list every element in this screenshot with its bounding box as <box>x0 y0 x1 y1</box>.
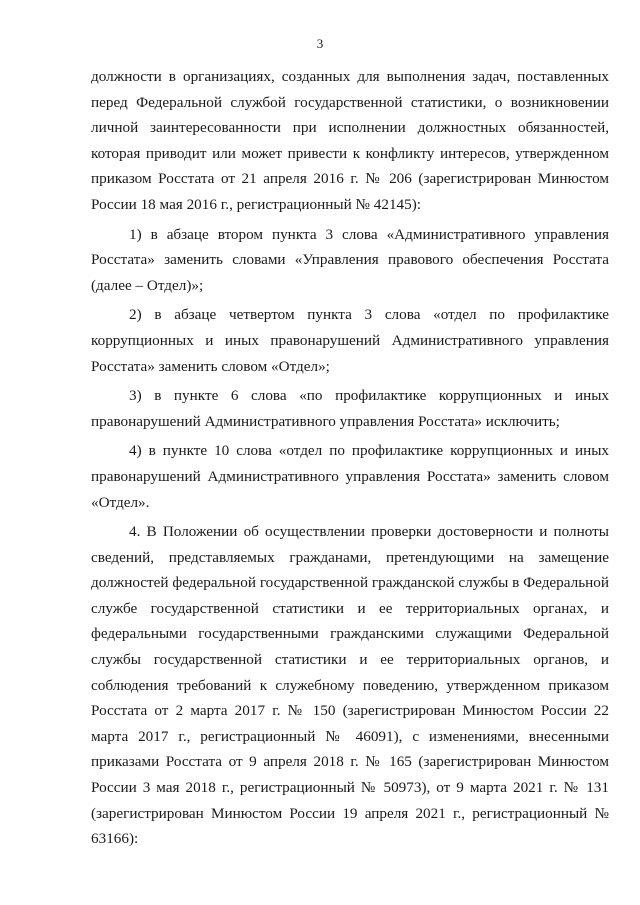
page-number: 3 <box>316 36 324 51</box>
paragraph-section-4: 4. В Положении об осуществлении проверки достоверности и полноты сведений, представляемых гражданами, претендующими на замещение должностей федеральной государственной гражданской службы в Федеральной службе государственной статистики и ее территориальных органах, и федеральными государственными гражданскими служащими Федеральной службы государственной статистики и ее территориальных органов, и соблюдения требований к служебному поведению, утвержденном приказом Росстата от 2 марта 2017 г. № 150 (зарегистрирован Минюстом России 22 марта 2017 г., регистрационный № 46091), с изменениями, внесенными приказами Росстата от 9 апреля 2018 г. № 165 (зарегистрирован Минюстом России 3 мая 2018 г., регистрационный № 50973), от 9 марта 2021 г. № 131 (зарегистрирован Минюстом России 19 апреля 2021 г., регистрационный № 63166): <box>91 523 609 848</box>
paragraph-item-4: 4) в пункте 10 слова «отдел по профилактике коррупционных и иных правонарушений Административного управления Росстата» заменить словом «Отдел». <box>91 442 609 511</box>
paragraph-continuation: должности в организациях, созданных для выполнения задач, поставленных перед Федеральной службой государственной статистики, о возникновении личной заинтересованности при исполнении должностных обязанностей, которая приводит или может привести к конфликту интересов, утвержденном приказом Росстата от 21 апреля 2016 г. № 206 (зарегистрирован Минюстом России 18 мая 2016 г., регистрационный № 42145): <box>91 68 609 213</box>
paragraph-item-1: 1) в абзаце втором пункта 3 слова «Административного управления Росстата» заменить словами «Управления правового обеспечения Росстата (далее – Отдел)»; <box>91 225 609 294</box>
document-body <box>91 64 609 852</box>
paragraph-item-2: 2) в абзаце четвертом пункта 3 слова «отдел по профилактике коррупционных и иных правонарушений Административного управления Росстата» заменить словом «Отдел»; <box>91 306 609 375</box>
paragraph-item-3: 3) в пункте 6 слова «по профилактике коррупционных и иных правонарушений Административного управления Росстата» исключить; <box>91 387 609 430</box>
